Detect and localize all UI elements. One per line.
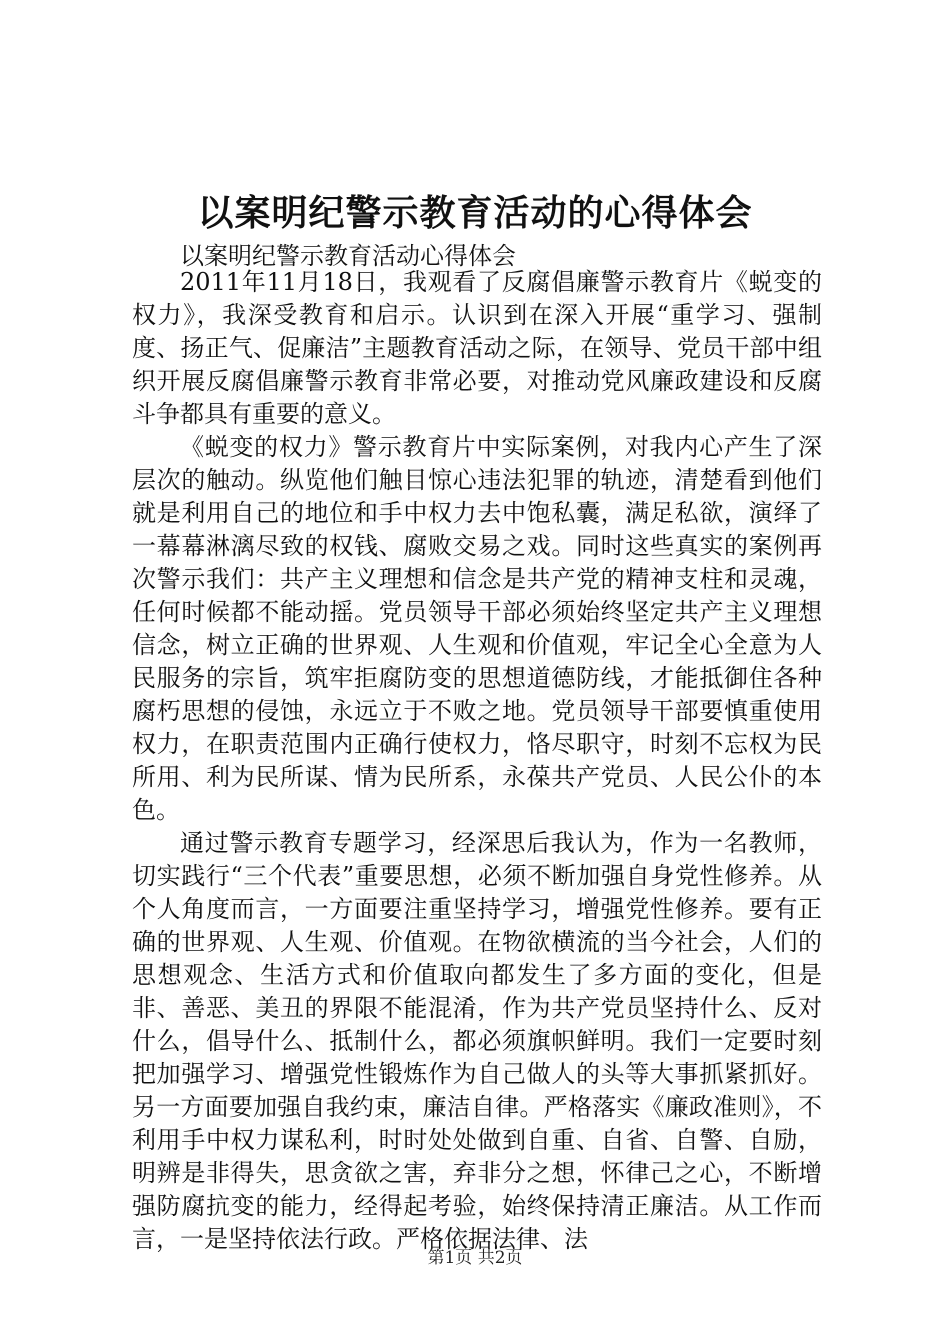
document-body: [132, 266, 822, 1256]
paragraph-1: 2011年11月18日，我观看了反腐倡廉警示教育片《蜕变的权力》，我深受教育和启示。认识到在深入开展“重学习、强制度、扬正气、促廉洁”主题教育活动之际，在领导、党员干部中组织开展反腐倡廉警示教育非常必要，对推动党风廉政建设和反腐斗争都具有重要的意义。: [132, 268, 822, 428]
document-title: 以案明纪警示教育活动的心得体会: [197, 192, 753, 234]
paragraph-3: 通过警示教育专题学习，经深思后我认为，作为一名教师，切实践行“三个代表”重要思想，必须不断加强自身党性修养。从个人角度而言，一方面要注重坚持学习，增强党性修养。要有正确的世界观、人生观、价值观。在物欲横流的当今社会，人们的思想观念、生活方式和价值取向都发生了多方面的变化，但是非、善恶、美丑的界限不能混淆，作为共产党员坚持什么、反对什么，倡导什么、抵制什么，都必须旗帜鲜明。我们一定要时刻把加强学习、增强党性锻炼作为自己做人的头等大事抓紧抓好。另一方面要加强自我约束，廉洁自律。严格落实《廉政准则》，不利用手中权力谋私利，时时处处做到自重、自省、自警、自励，明辨是非得失，思贪欲之害，弃非分之想，怀律己之心，不断增强防腐抗变的能力，经得起考验，始终保持清正廉洁。从工作而言，一是坚持依法行政。严格依据法律、法: [132, 829, 822, 1253]
document-subtitle: 以案明纪警示教育活动心得体会: [180, 242, 516, 270]
paragraph-2: 《蜕变的权力》警示教育片中实际案例，对我内心产生了深层次的触动。纵览他们触目惊心违法犯罪的轨迹，清楚看到他们就是利用自己的地位和手中权力去中饱私囊，满足私欲，演绎了一幕幕淋漓尽致的权钱、腐败交易之戏。同时这些真实的案例再次警示我们：共产主义理想和信念是共产党的精神支柱和灵魂，任何时候都不能动摇。党员领导干部必须始终坚定共产主义理想信念，树立正确的世界观、人生观和价值观，牢记全心全意为人民服务的宗旨，筑牢拒腐防变的思想道德防线，才能抵御住各种腐朽思想的侵蚀，永远立于不败之地。党员领导干部要慎重使用权力，在职责范围内正确行使权力，恪尽职守，时刻不忘权为民所用、利为民所谋、情为民所系，永葆共产党员、人民公仆的本色。: [132, 433, 822, 824]
page-footer: 第1页 共2页: [427, 1248, 523, 1268]
